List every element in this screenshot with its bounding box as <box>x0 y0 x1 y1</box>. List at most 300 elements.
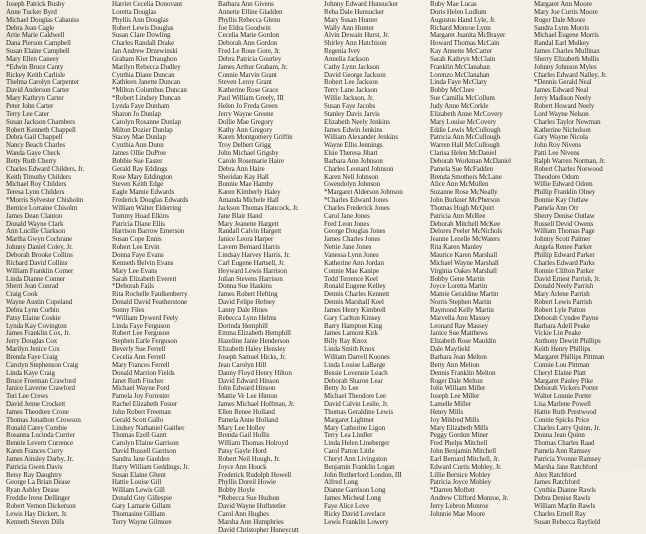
person-name: Barbara Ann Givens <box>218 1 274 8</box>
person-name: Vanessa Lynn Jones <box>324 252 379 259</box>
name-column-3 <box>218 1 299 534</box>
person-name: Bernice Lorraine Chisolm <box>6 204 78 212</box>
person-name: Linda Louise LaBarge <box>324 361 386 369</box>
person-name: Thomas Hugh McQuirt <box>430 204 495 212</box>
person-name: Sherri Jean Conrad <box>6 283 59 291</box>
person-name: David Edward Hinson <box>218 377 280 385</box>
person-name: Linda Kaye Craig <box>6 369 55 377</box>
person-name: Bennie Levern Currence <box>6 440 74 448</box>
person-name: *Margaret Alderson Johnson <box>324 189 403 197</box>
person-name: Julian Stevens Harrison <box>218 275 283 283</box>
person-name: Deborah Sharon Lear <box>324 377 383 385</box>
person-name: Virginia Oakes Marshall <box>430 267 497 275</box>
person-name: Brenda Smothers McLane <box>430 173 502 181</box>
person-name: Warren Hall McCullough <box>430 142 500 150</box>
person-name: Connie Mae Kanipe <box>324 267 380 275</box>
person-name: William Franklin Comer <box>6 267 74 275</box>
person-name: Janice Laverne Crawford <box>6 385 75 393</box>
person-name: Fred Le Roue Gore, Jr. <box>218 48 281 56</box>
name-column-4 <box>324 1 403 527</box>
person-name: Jean Carolyn Hill <box>218 361 267 369</box>
person-name: Michael Wayne Ford <box>112 385 170 393</box>
name-column-5 <box>430 1 511 519</box>
person-name: Anne Tucker Byrd <box>6 8 57 16</box>
person-name: Donna Sue Haskins <box>218 283 272 291</box>
person-name: Dianne Garrison Long <box>324 487 386 495</box>
person-name: Robert Lee Ervin <box>112 244 160 252</box>
person-name: Mamie Geraldine Martin <box>430 291 499 299</box>
person-name: Lynda Kay Covington <box>6 322 67 330</box>
person-name: Marvella Ann Massey <box>430 314 491 322</box>
person-name: Johnny Johnson Myles <box>534 63 597 71</box>
person-name: Linda Helen Lineberger <box>324 440 390 448</box>
person-name: Donald Guy Gillespie <box>112 495 172 503</box>
person-name: Patti Lee Nivens <box>534 150 580 158</box>
person-name: Gary Wayne Nicola <box>534 134 588 142</box>
person-name: Elsie Theresa Jibart <box>324 150 378 158</box>
person-name: Lynda Faye Dunham <box>112 102 170 110</box>
person-name: Elizabeth Rose Mauldin <box>430 338 496 346</box>
person-name: Terry Lane Jackson <box>324 87 378 95</box>
person-name: Marilyn Rebecca Dudley <box>112 63 181 71</box>
person-name: Martha Gwyn Cochrane <box>6 236 73 244</box>
person-name: Dorinda Hemphill <box>218 322 268 330</box>
person-name: Barbara Adell Peake <box>534 322 591 330</box>
person-name: David George Jackson <box>324 71 386 79</box>
person-name: Linda Faye Ferguson <box>112 322 170 330</box>
person-name: Sandra Jane Gaulden <box>112 455 170 463</box>
person-name: Patricia Ann McCullough <box>430 134 501 142</box>
person-name: James Micheal Long <box>324 495 381 503</box>
person-name: Ellen Renee Holland <box>218 408 275 416</box>
person-name: Bruce Freeman Crawford <box>6 377 76 385</box>
person-name: Rebecca Lynn Helms <box>218 314 277 322</box>
person-name: Alice Ann McMullen <box>430 181 489 189</box>
person-name: John Michael Grigsby <box>218 150 279 158</box>
person-name: Dennis Charles Kennett <box>324 291 390 299</box>
person-name: Augustus Hand Lyle, Jr. <box>430 16 496 24</box>
person-name: Betsy Ray Daughtry <box>6 471 62 479</box>
person-name: Artie Marie Caldwell <box>6 32 65 40</box>
person-name: Alex Ratchford <box>534 471 577 479</box>
person-name: Thomas Charles Raad <box>534 440 595 448</box>
person-name: Roger Dale Melton <box>430 377 483 385</box>
person-name: James Franklin Cox, Jr. <box>6 330 71 338</box>
person-name: Lewis Franklin Lowery <box>324 518 389 526</box>
person-name: Steven Leroy Grant <box>218 79 272 87</box>
person-name: William Thomas Page <box>534 228 595 236</box>
person-name: Carl Eugene Hartsell, Jr. <box>218 259 285 267</box>
person-name: Debra Lynn Corbin <box>6 306 60 314</box>
person-name: *Deborah Fails <box>112 283 154 291</box>
person-name: Richard Monroe Lynn <box>430 24 491 32</box>
person-name: Michael Wayne Marshall <box>430 259 499 267</box>
person-name: David Anderson Carter <box>6 87 70 95</box>
person-name: Lindsay Harvey Harris, Jr. <box>218 252 291 259</box>
person-name: Ronald Carey Cumbie <box>6 424 68 432</box>
person-name: Patsy Gayle Hord <box>218 448 267 456</box>
person-name: *Morris Sylvester Chisholm <box>6 197 84 205</box>
person-name: Lillie Bernice Mobley <box>430 471 491 479</box>
person-name: Annette Elline Gladden <box>218 8 283 16</box>
person-name: Linda Dianne Conner <box>6 275 66 283</box>
person-name: Lisa Marlene Powell <box>534 401 591 409</box>
person-name: Robert Kenneth Chappell <box>6 126 76 134</box>
person-name: Sarah Kathryn McClain <box>430 55 496 63</box>
person-name: Stacey Mae Dunlap <box>112 134 166 142</box>
person-name: Loretta Douglas <box>112 8 157 16</box>
person-name: Mary Joe Curtis Moore <box>534 8 598 16</box>
person-name: John Burkner McPherson <box>430 197 500 205</box>
person-name: Connie Spicks Price <box>534 416 590 424</box>
person-name: Jackson Thomas Hancock, Jr. <box>218 204 299 212</box>
person-name: Patricia Diane Ellis <box>112 220 165 228</box>
person-name: Earl Bernard Mitchell, Jr. <box>430 455 500 463</box>
person-name: Karen Nell Johnson <box>324 173 379 181</box>
person-name: Thomasine Gilliam <box>112 510 165 518</box>
person-name: Walter Lonnie Porter <box>534 393 592 401</box>
person-name: *Rebecca Sue Hudson <box>218 495 280 503</box>
person-name: Robert Lyle Patton <box>534 306 586 314</box>
person-name: George La Brian Dease <box>6 479 71 487</box>
person-name: Danny Floyd Henry Hilton <box>218 369 292 377</box>
person-name: Amanda Michele Hall <box>218 197 279 205</box>
person-name: Andrew Clifford Monroe, Jr. <box>430 495 509 503</box>
person-name: Teresa Lynn Childers <box>6 189 65 197</box>
person-name: James Ainsley Darby, Jr. <box>6 455 74 463</box>
person-name: Katherine Rose Grace <box>218 87 279 95</box>
person-name: Bobby McClure <box>430 87 475 95</box>
person-name: Mary Kathryn Carter <box>6 95 64 103</box>
person-name: Rachel Elizabeth Foster <box>112 401 178 409</box>
person-name: Donald Marrion Fields <box>112 369 175 377</box>
person-name: Carol Patton Little <box>324 448 375 456</box>
person-name: Jerry Madison Neely <box>534 95 592 103</box>
person-name: Lorenzo McClanahan <box>430 71 490 79</box>
person-name: John Robert Freeman <box>112 408 171 416</box>
person-name: John William Miller <box>430 385 486 393</box>
person-name: Gary Lamarie Gillam <box>112 503 171 510</box>
person-name: Sandra Lynn Morris <box>534 24 589 32</box>
person-name: Cathy Lynn Jackson <box>324 63 380 71</box>
person-name: James Edwin Jenkins <box>324 126 383 134</box>
person-name: *Milton Columbus Duncan <box>112 87 187 95</box>
person-name: Karen Kimberly Haley <box>218 189 281 197</box>
person-name: Pamela Sue McFadden <box>430 165 494 173</box>
person-name: Hattie Louise Gill <box>112 479 162 487</box>
person-name: Johnny Edward Hunsucker <box>324 1 398 8</box>
person-name: Jeanne Lezelle McWaters <box>430 236 500 244</box>
person-name: Carolyn Stephenson Craig <box>6 361 79 369</box>
person-name: Donna Faye Evans <box>112 252 164 259</box>
person-name: Deborah Vickers Porter <box>534 385 599 393</box>
person-name: Janet Ruth Fincher <box>112 377 164 385</box>
person-name: Harrison Barrow Emerson <box>112 228 185 236</box>
person-name: Margaret Ann Moore <box>534 1 592 8</box>
person-name: Charles Randall Drake <box>112 40 175 48</box>
person-name: Ricky David Lovelace <box>324 510 386 518</box>
person-name: Henry Mills <box>430 408 464 416</box>
person-name: Rosanna Lucinda Currier <box>6 432 75 440</box>
person-name: Hazeline Janie Henderson <box>218 338 290 346</box>
person-name: Debra Patricia Gourley <box>218 55 282 63</box>
person-name: Rose Mary Eddington <box>112 173 173 181</box>
person-name: Ronnie Clifton Parker <box>534 267 595 275</box>
person-name: Fred Phelps Mitchell <box>430 440 488 448</box>
person-name: Johnny Daniel Coley, Jr. <box>6 244 73 252</box>
person-name: Randall Calvin Hargett <box>218 228 282 236</box>
person-name: David Calvin Leslie, Jr. <box>324 401 389 409</box>
person-name: Troy Delbert Grigg <box>218 142 271 150</box>
person-name: Barbara Jean Melton <box>430 353 487 361</box>
person-name: Mary Lee Evans <box>112 267 158 275</box>
person-name: Patricia Joyce Mobley <box>430 479 491 487</box>
person-name: Michael Theodore Lee <box>324 393 387 401</box>
person-name: Michael Douglas Cabaniss <box>6 16 80 24</box>
person-name: Karen Montgomery Griffin <box>218 134 293 142</box>
person-name: Hattie Ruth Prestwood <box>534 408 597 416</box>
person-name: Alvin Dewain Hurst, Jr. <box>324 32 389 40</box>
person-name: Cynthia Diane Duncan <box>112 71 175 79</box>
person-name: Robert Charles Norwood <box>534 165 603 173</box>
person-name: Craig Cook <box>6 291 38 299</box>
person-name: Helen Jo Freda Green <box>218 102 278 110</box>
person-name: Patsy Elaine Coskie <box>6 314 61 322</box>
person-name: Susan Elaine Ghent <box>112 471 166 479</box>
person-name: Willie Jackson, Jr. <box>324 95 374 103</box>
person-name: James Michael Hoffman, Jr. <box>218 401 295 409</box>
person-name: *Charles Edward Jones <box>324 197 389 205</box>
person-name: Ruby Mae Lucas <box>430 1 477 8</box>
person-name: Pamela Anne Holland <box>218 416 278 424</box>
person-name: Betty Jo Lee <box>324 385 359 393</box>
person-name: Annelia Jackson <box>324 55 369 63</box>
person-name: Brenda Faye Craig <box>6 353 58 361</box>
person-name: Peter John Carter <box>6 102 54 110</box>
person-name: Jerry Douglas Cox <box>6 338 58 346</box>
person-name: Sheridan Kay Hall <box>218 173 269 181</box>
person-name: Patricia Yvonne Ramsey <box>534 455 601 463</box>
person-name: Keith Timothy Childers <box>6 173 71 181</box>
person-name: Connie Lou Pittman <box>534 361 590 369</box>
person-name: Frederick Douglas Edwards <box>112 197 189 205</box>
person-name: William Alexander Jenkins <box>324 134 398 142</box>
person-name: David Wayne Huffstetler <box>218 503 287 510</box>
person-name: Robert Lewis Parrish <box>534 299 592 307</box>
person-name: James Henry Kimbrell <box>324 306 386 314</box>
person-name: Kathleen Janette Duncan <box>112 79 181 87</box>
person-name: William Lewis Gill <box>112 487 165 495</box>
person-name: Frederick Rudolph Howell <box>218 471 292 479</box>
person-name: Marsha Jane Ratchford <box>534 463 598 471</box>
person-name: James Charles Mullinax <box>534 48 600 56</box>
person-name: Michael Eugene Morris <box>534 32 599 40</box>
person-name: Suzanne Rose McNeally <box>430 189 498 197</box>
person-name: Maurice Karen Marshall <box>430 252 498 259</box>
person-name: Debra Gail Chappell <box>6 134 63 142</box>
name-column-1 <box>6 1 84 527</box>
person-name: Thomas Jonathon Crowson <box>6 416 81 424</box>
person-name: Betty Ann Melton <box>430 361 480 369</box>
person-name: Joe Eldra Goodwin <box>218 24 271 32</box>
person-name: John Edward Hinson <box>218 385 276 393</box>
person-name: Brenda Gail Hollis <box>218 432 270 440</box>
person-name: Harry William Geddings, Jr. <box>112 463 190 471</box>
person-name: Cecelia Marie Gordon <box>218 32 280 40</box>
person-name: Ronald Eugene Kelley <box>324 283 386 291</box>
person-name: Graham Kier Draughon <box>112 55 177 63</box>
person-name: Russell Devid Owens <box>534 220 594 228</box>
person-name: James Edward Neal <box>534 87 589 95</box>
person-name: Sarah Elizabeth Everett <box>112 275 177 283</box>
person-name: Janice Sue Matthews <box>430 330 488 338</box>
person-name: Thomas Ezell Gantt <box>112 432 167 440</box>
person-name: Dennis Franklin Melton <box>430 369 496 377</box>
person-name: Bessie Lovennie Leach <box>324 369 388 377</box>
person-name: Lewis Hay Dickert, Jr. <box>6 510 68 518</box>
person-name: John Rutherford London, III <box>324 471 402 479</box>
person-name: Lindsey Nathaniel Gaither <box>112 424 185 432</box>
person-name: Elizabeth Anne McCovery <box>430 110 503 118</box>
person-name: Anthony Dewitt Phillips <box>534 338 601 346</box>
person-name: Thelma Carolyn Carpenter <box>6 79 80 87</box>
person-name: Sherry Denise Outlaw <box>534 212 595 220</box>
person-name: Bobbie Sue Easter <box>112 157 163 165</box>
person-name: Charles Leonard Johnson <box>324 165 394 173</box>
person-name: Gwendolyn Johnson <box>324 181 380 189</box>
person-name: Joy Mildred Mills <box>430 416 480 424</box>
person-name: Jan Andrew Drzewinski <box>112 48 178 56</box>
person-name: Linda Faye McClary <box>430 79 487 87</box>
person-name: Mary Catherine Ligon <box>324 424 386 432</box>
person-name: Deborah Cyndee Payne <box>534 314 599 322</box>
person-name: Marilyn Jenice Cox <box>6 346 60 354</box>
person-name: Margaret Juanita McBrayer <box>430 32 506 40</box>
person-name: Connie Marvin Grant <box>218 71 277 79</box>
person-name: Robert Vernon Dickerson <box>6 503 76 510</box>
person-name: Debra Jean Cagle <box>6 24 55 32</box>
person-name: Joseph Samuel Hicks, Jr. <box>218 353 286 361</box>
person-name: Katherine Nicholson <box>534 126 591 134</box>
person-name: Alfred Long <box>324 479 358 487</box>
person-name: Marsha Ann Humphries <box>218 518 284 526</box>
person-name: Cecelia Ann Ferrell <box>112 353 166 361</box>
person-name: Wayne Ellis Jennings <box>324 142 383 150</box>
person-name: Angela Renee Parker <box>534 244 592 252</box>
person-name: Bonnie Kay Outlaw <box>534 197 589 205</box>
person-name: Terry Lee Cater <box>6 110 50 118</box>
person-name: Eddie Lewis McCullough <box>430 126 501 134</box>
person-name: Cynthia Dianne Rawls <box>534 487 596 495</box>
person-name: Keith Henry Phillips <box>534 346 591 354</box>
person-name: Ann Lucille Clarkson <box>6 228 66 236</box>
person-name: Susan Cope Ennis <box>112 236 162 244</box>
person-name: Joseph Lee Miller <box>430 393 480 401</box>
person-name: William Marlin Rawls <box>534 503 596 510</box>
person-name: Paul William Greely, III <box>218 95 284 103</box>
person-name: George Douglas Jones <box>324 228 386 236</box>
person-name: Vickie Lin Peake <box>534 330 581 338</box>
person-name: James Robert Hefting <box>218 291 278 299</box>
person-name: Tommy Hoad Elkins <box>112 212 169 220</box>
person-name: James Charles Jones <box>324 236 381 244</box>
name-column-6 <box>534 1 607 527</box>
person-name: *Dennis Gerald Neal <box>534 79 592 87</box>
person-name: Dennis Marshall Keel <box>324 299 384 307</box>
person-name: Kathy Ann Gregory <box>218 126 273 134</box>
person-name: *William Dywerd Feely <box>112 314 179 322</box>
person-name: Lamelle Miller <box>430 401 472 409</box>
person-name: Phyllis Doreil Howie <box>218 479 276 487</box>
person-name: Bobby Gene Martin <box>430 275 485 283</box>
person-name: Pamela Joy Forrester <box>112 393 170 401</box>
person-name: Deborah Brooke Collins <box>6 252 73 259</box>
person-name: Mary Ellen Caneey <box>6 55 60 63</box>
person-name: Heyward Lewis Harrison <box>218 267 288 275</box>
person-name: Cheryl Ann Livingston <box>324 455 387 463</box>
person-name: William Darrell Koones <box>324 353 390 361</box>
person-name: Johnny Scott Palmer <box>534 236 591 244</box>
person-name: Nettie Jane Jones <box>324 244 372 252</box>
person-name: David Russell Garrison <box>112 448 177 456</box>
person-name: Susan Clare Dowling <box>112 32 171 40</box>
person-name: Gerald Ray Eddings <box>112 165 168 173</box>
person-name: Shirley Ann Hutchison <box>324 40 387 48</box>
person-name: Mary Elizabeth Mills <box>430 424 489 432</box>
person-name: Todd Terrence Keel <box>324 275 378 283</box>
person-name: Susan Jackson Chambers <box>6 118 76 126</box>
person-name: Wanda Gaye Check <box>6 150 61 158</box>
person-name: Jerry Wayne Greene <box>218 110 274 118</box>
person-name: Carolyn Rosanne Dunlap <box>112 118 182 126</box>
person-name: Regenia Ivey <box>324 48 361 56</box>
person-name: Janice Leora Harper <box>218 236 274 244</box>
person-name: Mary Frances Ferrell <box>112 361 170 369</box>
person-name: Emma Elizabeth Hemphill <box>218 330 291 338</box>
person-name: David Ernest Parrish, Jr. <box>534 275 601 283</box>
person-name: Kay Annette McCarter <box>430 48 493 56</box>
person-name: Robert Lee Jackson <box>324 79 378 87</box>
person-name: *Robert Lindsey Duncan <box>112 95 181 103</box>
person-name: David Jenne Crockett <box>6 401 66 409</box>
person-name: Terry Wayne Gilmore <box>112 518 172 526</box>
person-name: Sonny Files <box>112 306 145 314</box>
person-name: Gary Carlton Kinsey <box>324 314 381 322</box>
person-name: Doris Helen Ludlum <box>430 8 487 16</box>
person-name: Robert Lewis Douglas <box>112 24 174 32</box>
person-name: Ryan Ashley Dease <box>6 487 60 495</box>
person-name: Dollie Mae Gregory <box>218 118 274 126</box>
person-name: James Lamont Kirk <box>324 330 378 338</box>
person-name: Margaret Pauley Pike <box>534 377 593 385</box>
person-name: James Ollie DuPree <box>112 150 167 158</box>
person-name: Sue Camilla McCollum <box>430 95 495 103</box>
person-name: *Edwin Bruce Canty <box>6 63 64 71</box>
person-name: Linda Smith Knox <box>324 346 375 354</box>
person-name: William Walter Elderring <box>112 204 182 212</box>
person-name: Katherine Ann Jordan <box>324 259 384 267</box>
person-name: Stephen Earle Ferguson <box>112 338 178 346</box>
person-name: Phyllis Rebecca Glenn <box>218 16 281 24</box>
person-name: Mary Arlene Parrish <box>534 291 590 299</box>
person-name: Howard Thomas McCain <box>430 40 500 48</box>
person-name: Randal Earl Mulkey <box>534 40 590 48</box>
person-name: Patricia Gwen Davis <box>6 463 63 471</box>
person-name: Harriet Cecelia Donovant <box>112 1 183 8</box>
person-name: Fred Leon Jones <box>324 220 370 228</box>
person-name: Bobby Hoyle <box>218 487 255 495</box>
person-name: Michael Roy Childers <box>6 181 67 189</box>
